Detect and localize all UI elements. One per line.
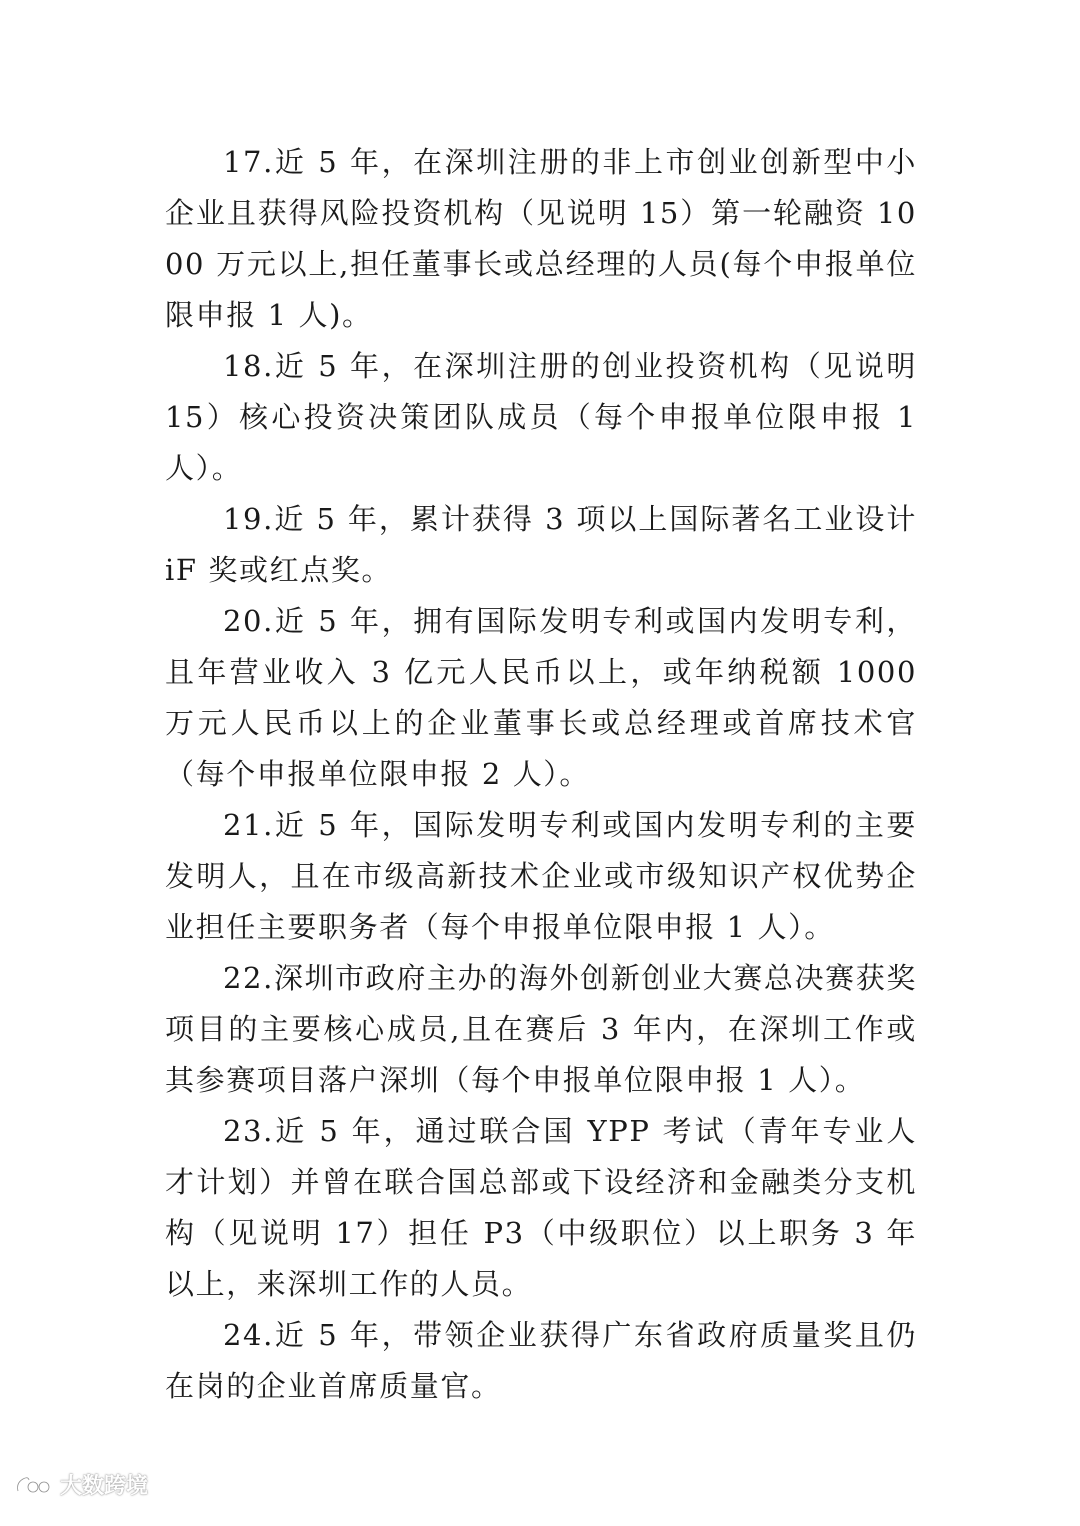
paragraph-21: 21.近 5 年，国际发明专利或国内发明专利的主要发明人，且在市级高新技术企业或市级知识产权优势企业担任主要职务者（每个申报单位限申报 1 人）。 [165,808,917,944]
watermark-text: 大数跨境 [60,1474,149,1499]
document-body [165,137,917,1412]
paragraph-23: 23.近 5 年，通过联合国 YPP 考试（青年专业人才计划）并曾在联合国总部或下设经济和金融类分支机构（见说明 17）担任 P3（中级职位）以上职务 3 年以上，来深圳工作的人员。 [165,1114,917,1301]
watermark [14,1469,148,1500]
paragraph-20: 20.近 5 年，拥有国际发明专利或国内发明专利，且年营业收入 3 亿元人民币以上，或年纳税额 1000 万元人民币以上的企业董事长或总经理或首席技术官（每个申报单位限申报 2 人）。 [165,604,917,791]
paragraph-24: 24.近 5 年，带领企业获得广东省政府质量奖且仍在岗的企业首席质量官。 [165,1318,917,1403]
paragraph-22: 22.深圳市政府主办的海外创新创业大赛总决赛获奖项目的主要核心成员,且在赛后 3 年内，在深圳工作或其参赛项目落户深圳（每个申报单位限申报 1 人）。 [165,961,917,1097]
paragraph-17: 17.近 5 年，在深圳注册的非上市创业创新型中小企业且获得风险投资机构（见说明 15）第一轮融资 1000 万元以上,担任董事长或总经理的人员(每个申报单位限申报 1 人)。 [165,145,917,332]
paragraph-18: 18.近 5 年，在深圳注册的创业投资机构（见说明 15）核心投资决策团队成员（每个申报单位限申报 1 人）。 [165,349,917,485]
paragraph-19: 19.近 5 年，累计获得 3 项以上国际著名工业设计 iF 奖或红点奖。 [165,502,917,587]
weibo-logo-icon [14,1473,54,1497]
